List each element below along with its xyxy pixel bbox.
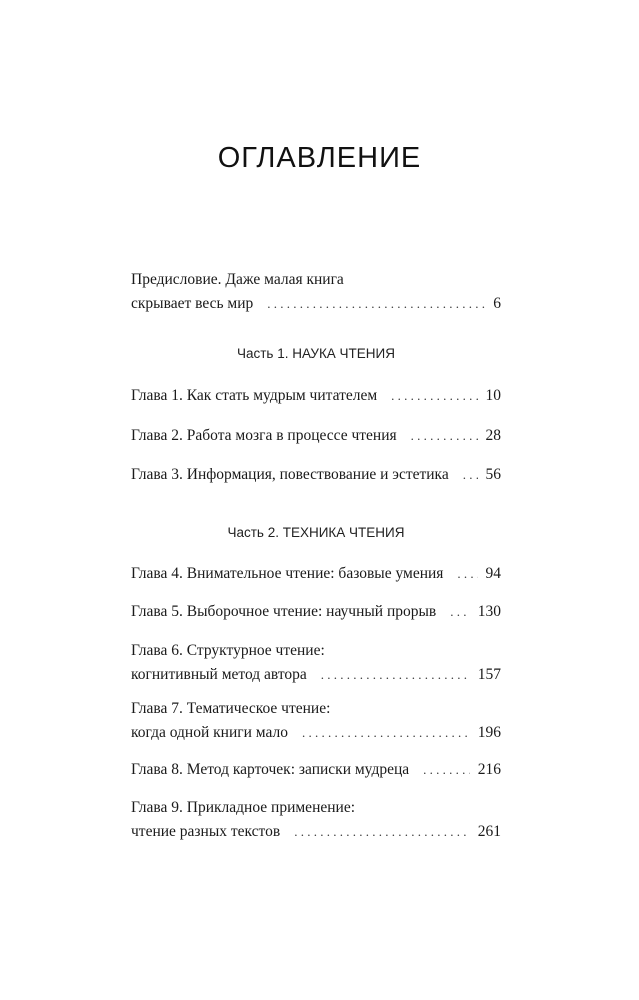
toc-entry-title: Глава 4. Внимательное чтение: базовые умения: [131, 565, 444, 582]
toc-entry-title-line1: Глава 6. Структурное чтение:: [131, 642, 325, 659]
toc-entry-preface[interactable]: [131, 268, 501, 316]
toc-entry-chapter-9[interactable]: [131, 796, 501, 844]
toc-entry-chapter-6[interactable]: [131, 639, 501, 687]
part-heading-2: Часть 2. ТЕХНИКА ЧТЕНИЯ: [227, 525, 405, 540]
toc-entry-title-line2: скрывает весь мир: [131, 295, 254, 312]
page-title: ОГЛАВЛЕНИЕ: [217, 142, 422, 174]
toc-entry-chapter-8[interactable]: [131, 758, 501, 782]
toc-entry-chapter-2[interactable]: [131, 424, 501, 448]
toc-page-number: 261: [477, 823, 501, 840]
toc-page-number: 28: [485, 427, 501, 444]
toc-entry-title: Глава 1. Как стать мудрым читателем: [131, 387, 378, 404]
part-heading-1: Часть 1. НАУКА ЧТЕНИЯ: [236, 346, 396, 361]
toc-entry-chapter-4[interactable]: [131, 562, 501, 586]
dot-leader: [463, 463, 478, 487]
dot-leader: [457, 562, 477, 586]
toc-entry-chapter-3[interactable]: [131, 463, 501, 487]
dot-leader: [411, 424, 478, 448]
toc-entry-title-line1: Глава 9. Прикладное применение:: [131, 799, 356, 816]
toc-page-number: 10: [485, 387, 501, 404]
toc-entry-title: Глава 2. Работа мозга в процессе чтения: [131, 427, 397, 444]
toc-entry-title: Глава 8. Метод карточек: записки мудреца: [131, 761, 410, 778]
toc-page-number: 216: [477, 761, 501, 778]
dot-leader: [450, 600, 470, 624]
dot-leader: [423, 758, 470, 782]
toc-entry-chapter-1[interactable]: [131, 384, 501, 408]
toc-page-number: 56: [485, 466, 501, 483]
dot-leader: [294, 820, 470, 844]
toc-page-number: 6: [493, 295, 501, 312]
toc-entry-chapter-7[interactable]: [131, 697, 501, 745]
toc-entry-chapter-5[interactable]: [131, 600, 501, 624]
toc-page-number: 157: [477, 666, 501, 683]
toc-entry-title: Глава 3. Информация, повествование и эстетика: [131, 466, 449, 483]
toc-page-number: 94: [485, 565, 501, 582]
toc-page-number: 196: [477, 724, 501, 741]
toc-entry-title-line2: когда одной книги мало: [131, 724, 288, 741]
toc-entry-title-line2: когнитивный метод автора: [131, 666, 307, 683]
dot-leader: [302, 721, 470, 745]
dot-leader: [321, 663, 470, 687]
toc-entry-title-line1: Предисловие. Даже малая книга: [131, 271, 344, 288]
toc-entry-title-line1: Глава 7. Тематическое чтение:: [131, 700, 331, 717]
toc-entry-title: Глава 5. Выборочное чтение: научный прорыв: [131, 603, 437, 620]
toc-entry-title-line2: чтение разных текстов: [131, 823, 281, 840]
dot-leader: [267, 292, 485, 316]
toc-page-number: 130: [477, 603, 501, 620]
dot-leader: [391, 384, 477, 408]
